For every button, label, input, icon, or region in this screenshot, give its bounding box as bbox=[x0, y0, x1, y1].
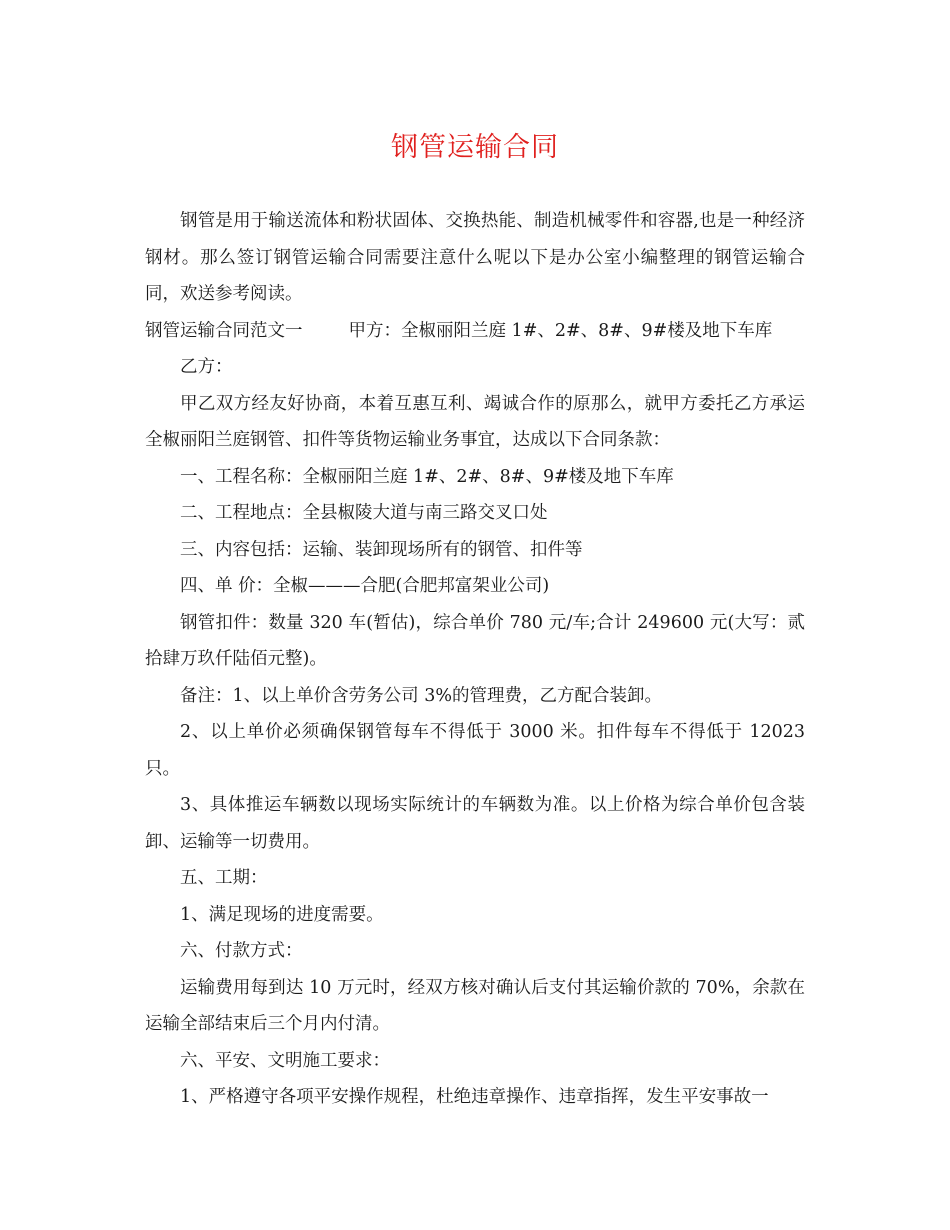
sample-heading: 钢管运输合同范文一 bbox=[145, 320, 303, 341]
safety-item-1: 1、严格遵守各项平安操作规程，杜绝违章操作、违章指挥，发生平安事故一 bbox=[180, 1087, 769, 1107]
note-1: 备注：1、以上单价含劳务公司 3%的管理费，乙方配合装卸。 bbox=[180, 685, 662, 706]
party-a: 甲方：全椒丽阳兰庭 1#、2#、8#、9#楼及地下车库 bbox=[348, 320, 773, 341]
document-body bbox=[145, 203, 805, 1116]
payment-terms: 运输费用每到达 10 万元时，经双方核对确认后支付其运输价款的 70%，余款在运输全部结束后三个月内付清。 bbox=[145, 977, 805, 1034]
price-detail: 钢管扣件：数量 320 车(暂估)，综合单价 780 元/车;合计 249600 元(大写：贰拾肆万玖仟陆佰元整)。 bbox=[145, 612, 805, 669]
preamble-paragraph: 甲乙双方经友好协商，本着互惠互利、竭诚合作的原那么，就甲方委托乙方承运全椒丽阳兰庭钢管、扣件等货物运输业务事宜，达成以下合同条款： bbox=[145, 393, 805, 450]
clause-scope: 三、内容包括：运输、装卸现场所有的钢管、扣件等 bbox=[180, 539, 583, 560]
note-2: 2、以上单价必须确保钢管每车不得低于 3000 米。扣件每车不得低于 12023 只。 bbox=[145, 722, 805, 779]
clause-project-name: 一、工程名称：全椒丽阳兰庭 1#、2#、8#、9#楼及地下车库 bbox=[180, 466, 674, 487]
clause-schedule: 五、工期： bbox=[180, 868, 268, 888]
schedule-item-1: 1、满足现场的进度需要。 bbox=[180, 904, 384, 925]
clause-safety: 六、平安、文明施工要求： bbox=[180, 1050, 390, 1071]
document-title: 钢管运输合同 bbox=[391, 132, 559, 163]
note-3: 3、具体推运车辆数以现场实际统计的车辆数为准。以上价格为综合单价包含装卸、运输等一切费用。 bbox=[145, 795, 805, 852]
party-b: 乙方： bbox=[180, 357, 233, 377]
clause-unit-price: 四、单 价：全椒———合肥(合肥邦富架业公司) bbox=[180, 576, 550, 596]
sample-heading-line bbox=[145, 313, 805, 350]
intro-paragraph: 钢管是用于输送流体和粉状固体、交换热能、制造机械零件和容器,也是一种经济钢材。那么签订钢管运输合同需要注意什么呢以下是办公室小编整理的钢管运输合同，欢送参考阅读。 bbox=[145, 211, 805, 304]
clause-payment: 六、付款方式： bbox=[180, 941, 303, 961]
clause-project-location: 二、工程地点：全县椒陵大道与南三路交叉口处 bbox=[180, 503, 548, 523]
